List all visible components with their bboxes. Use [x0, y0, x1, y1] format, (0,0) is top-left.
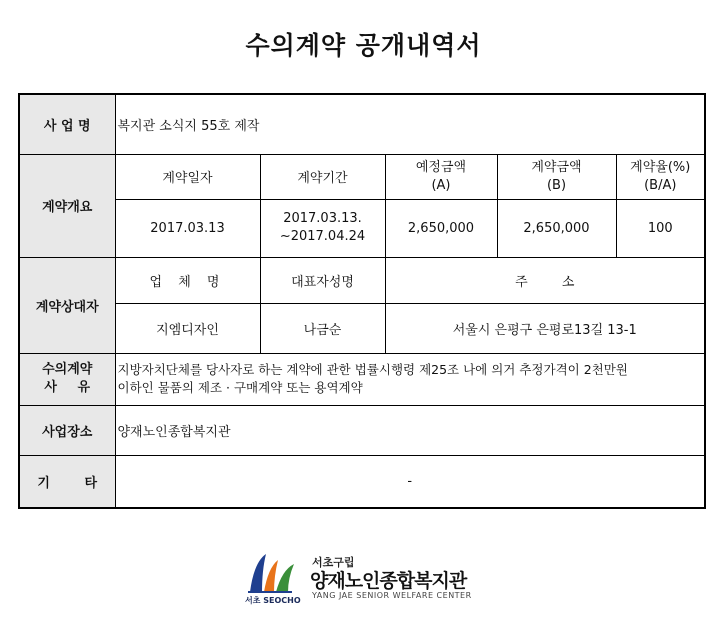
reason-line2: 이하인 물품의 제조 · 구매계약 또는 용역계약: [117, 380, 363, 395]
contract-period-start: 2017.03.13.: [283, 211, 362, 226]
contract-overview-label: 계약개요: [19, 154, 115, 257]
col-header-representative: 대표자성명: [260, 257, 385, 303]
contract-period-value: [260, 199, 385, 257]
reason-value: [115, 353, 705, 405]
location-label: 사업장소: [19, 405, 115, 455]
contract-rate-header-text: 계약율(%): [630, 159, 691, 175]
etc-value: -: [115, 455, 705, 508]
logo-title: 양재노인종합복지관: [310, 570, 467, 592]
reason-label-line2: 사 유: [44, 380, 91, 395]
contract-rate-header-sub: (B/A): [644, 177, 677, 193]
logo-english: YANG JAE SENIOR WELFARE CENTER: [312, 591, 472, 600]
row-location: [19, 405, 705, 455]
document-title: 수의계약 공개내역서: [245, 31, 482, 60]
row-project-name: [19, 94, 705, 154]
row-contract-overview-header: [19, 154, 705, 199]
location-value: 양재노인종합복지관: [115, 405, 705, 455]
row-contract-overview-values: [19, 199, 705, 257]
row-counterparty-header: [19, 257, 705, 303]
address-value: 서울시 은평구 은평로13길 13-1: [385, 303, 705, 353]
contract-amount-header-text: 계약금액: [531, 159, 582, 175]
contract-rate-value: 100: [616, 199, 705, 257]
col-header-contract-period: 계약기간: [260, 154, 385, 199]
project-name-label: 사 업 명: [19, 94, 115, 154]
representative-value: 나금순: [260, 303, 385, 353]
col-header-estimated-amount: [385, 154, 497, 199]
contract-amount-value: 2,650,000: [497, 199, 616, 257]
contract-period-end: ~2017.04.24: [279, 229, 366, 244]
row-counterparty-values: [19, 303, 705, 353]
estimated-amount-header-sub: (A): [431, 177, 451, 193]
district-mark: 서초 SEOCHO: [245, 596, 301, 605]
col-header-company-name: 업 체 명: [115, 257, 260, 303]
counterparty-label: 계약상대자: [19, 257, 115, 353]
row-etc: [19, 455, 705, 508]
col-header-contract-amount: [497, 154, 616, 199]
reason-line1: 지방자치단체를 당사자로 하는 계약에 관한 법률시행령 제25조 나에 의거 추정가격이 2천만원: [117, 362, 628, 377]
estimated-amount-header-text: 예정금액: [415, 159, 467, 175]
reason-label: [19, 353, 115, 405]
footer-logo: [242, 548, 482, 608]
contract-amount-header-sub: (B): [546, 177, 567, 193]
col-header-contract-date: 계약일자: [115, 154, 260, 199]
project-name-value: 복지관 소식지 55호 제작: [115, 94, 705, 154]
row-reason: [19, 353, 705, 405]
contract-disclosure-table: [18, 93, 706, 509]
logo-subtitle: 서초구립: [312, 556, 355, 569]
col-header-contract-rate: [616, 154, 705, 199]
etc-label: 기 타: [19, 455, 115, 508]
col-header-address: 주 소: [385, 257, 705, 303]
reason-label-line1: 수의계약: [42, 362, 93, 377]
contract-date-value: 2017.03.13: [115, 199, 260, 257]
company-name-value: 지엠디자인: [115, 303, 260, 353]
estimated-amount-value: 2,650,000: [385, 199, 497, 257]
